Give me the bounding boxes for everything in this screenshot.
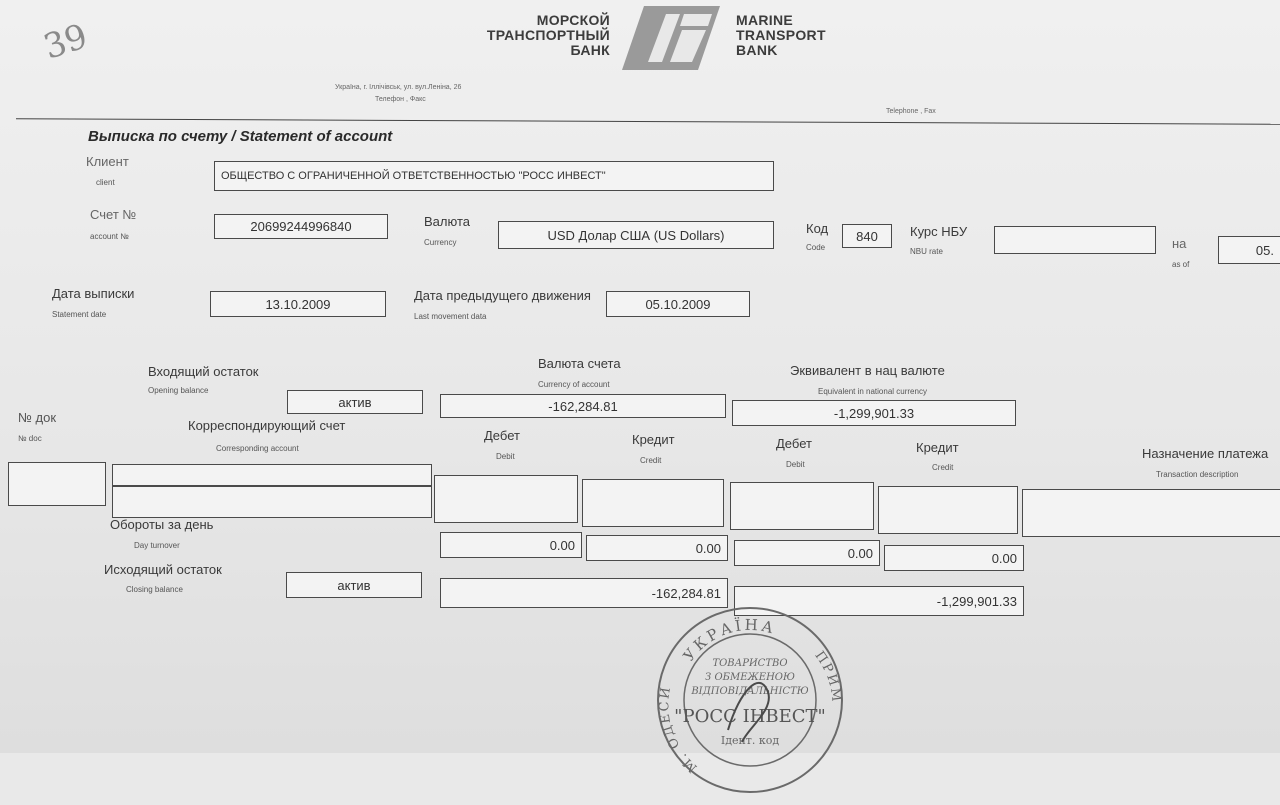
last-movement-sublabel: Last movement data	[414, 312, 487, 321]
bank-name-en: MARINE TRANSPORT BANK	[736, 12, 826, 58]
purpose-cell	[1022, 489, 1280, 537]
handwritten-mark: 39	[38, 16, 93, 68]
statement-date-sublabel: Statement date	[52, 310, 107, 319]
code-label: Код	[806, 221, 829, 236]
national-currency-subheader: Equivalent in national currency	[818, 387, 927, 396]
statement-date-field: 13.10.2009	[210, 291, 386, 317]
header-divider	[16, 118, 1280, 125]
national-currency-header: Эквивалент в нац валюте	[790, 363, 945, 378]
turnover-debit: 0.00	[440, 532, 582, 558]
nbu-rate-label: Курс НБУ	[910, 224, 968, 239]
national-credit-subheader: Credit	[932, 463, 954, 472]
nbu-rate-field	[994, 226, 1156, 254]
turnover-national-credit: 0.00	[884, 545, 1024, 571]
as-of-date-field: 05.	[1218, 236, 1280, 264]
bank-name-ru: МОРСКОЙ ТРАНСПОРТНЫЙ БАНК	[486, 12, 610, 58]
turnover-credit: 0.00	[586, 535, 728, 561]
statement-title: Выписка по счету / Statement of account	[88, 128, 393, 145]
credit-subheader: Credit	[640, 456, 662, 465]
last-movement-field: 05.10.2009	[606, 291, 750, 317]
corresponding-account-cell-top	[112, 464, 432, 486]
day-turnover-label: Обороты за день	[110, 517, 214, 532]
day-turnover-sublabel: Day turnover	[134, 541, 180, 550]
opening-balance-type: актив	[287, 390, 423, 414]
corresponding-account-header: Корреспондирующий счет	[188, 418, 346, 433]
statement-date-label: Дата выписки	[52, 286, 135, 301]
account-currency-header: Валюта счета	[538, 356, 621, 371]
svg-text:УКРАЇНА: УКРАЇНА	[679, 615, 779, 665]
currency-field: USD Долар США (US Dollars)	[498, 221, 774, 249]
national-credit-cell	[878, 486, 1018, 534]
purpose-subheader: Transaction description	[1156, 470, 1239, 479]
svg-text:З ОБМЕЖЕНОЮ: З ОБМЕЖЕНОЮ	[705, 672, 795, 683]
bank-logo-icon	[622, 4, 722, 72]
bank-phone-ru: Телефон , Факс	[375, 96, 426, 103]
last-movement-label: Дата предыдущего движения	[414, 288, 591, 303]
account-sublabel: account №	[90, 232, 129, 241]
as-of-label: на	[1172, 236, 1187, 251]
opening-balance-national-amount: -1,299,901.33	[732, 400, 1016, 426]
corresponding-account-subheader: Corresponding account	[216, 444, 299, 453]
svg-text:Ідент. код: Ідент. код	[720, 734, 780, 747]
debit-subheader: Debit	[496, 452, 515, 461]
as-of-sublabel: as of	[1172, 260, 1190, 269]
currency-label: Валюта	[424, 214, 470, 229]
client-sublabel: client	[96, 178, 115, 187]
opening-balance-account-amount: -162,284.81	[440, 394, 726, 418]
national-credit-header: Кредит	[916, 440, 959, 455]
code-field: 840	[842, 224, 892, 248]
account-number-field: 20699244996840	[214, 214, 388, 239]
closing-balance-account-amount: -162,284.81	[440, 578, 728, 608]
credit-header: Кредит	[632, 432, 675, 447]
account-currency-subheader: Currency of account	[538, 380, 610, 389]
national-debit-subheader: Debit	[786, 460, 805, 469]
svg-text:"РОСС ІНВЕСТ": "РОСС ІНВЕСТ"	[674, 706, 826, 727]
corresponding-account-cell-bottom	[112, 486, 432, 518]
svg-text:ТОВАРИСТВО: ТОВАРИСТВО	[712, 658, 788, 669]
account-label: Счет №	[90, 207, 137, 222]
doc-number-header: № док	[18, 410, 57, 425]
bank-address: Україна, г. Іллічівськ, ул. вул.Леніна, 26	[335, 84, 462, 91]
debit-header: Дебет	[484, 428, 520, 443]
svg-text:М. ОДЕСИ: М. ОДЕСИ	[657, 684, 701, 776]
credit-cell	[582, 479, 724, 527]
closing-balance-label: Исходящий остаток	[104, 562, 222, 577]
purpose-header: Назначение платежа	[1142, 446, 1269, 461]
bank-phone-en: Telephone , Fax	[886, 108, 936, 115]
doc-number-cell	[8, 462, 106, 506]
closing-balance-national-amount: -1,299,901.33	[734, 586, 1024, 616]
currency-sublabel: Currency	[424, 238, 457, 247]
svg-text:ВІДПОВІДАЛЬНІСТЮ: ВІДПОВІДАЛЬНІСТЮ	[691, 686, 809, 697]
turnover-national-debit: 0.00	[734, 540, 880, 566]
code-sublabel: Code	[806, 243, 826, 252]
closing-balance-type: актив	[286, 572, 422, 598]
doc-number-subheader: № doc	[18, 434, 42, 443]
svg-text:ПРИМ: ПРИМ	[811, 648, 844, 705]
company-stamp	[650, 600, 850, 800]
closing-balance-sublabel: Closing balance	[126, 585, 183, 594]
national-debit-cell	[730, 482, 874, 530]
national-debit-header: Дебет	[776, 436, 812, 451]
client-label: Клиент	[86, 154, 129, 169]
nbu-rate-sublabel: NBU rate	[910, 247, 943, 256]
opening-balance-label: Входящий остаток	[148, 364, 259, 379]
client-name-field: ОБЩЕСТВО С ОГРАНИЧЕННОЙ ОТВЕТСТВЕННОСТЬЮ "РОСС ИНВЕСТ"	[214, 161, 774, 191]
debit-cell	[434, 475, 578, 523]
opening-balance-sublabel: Opening balance	[148, 386, 209, 395]
